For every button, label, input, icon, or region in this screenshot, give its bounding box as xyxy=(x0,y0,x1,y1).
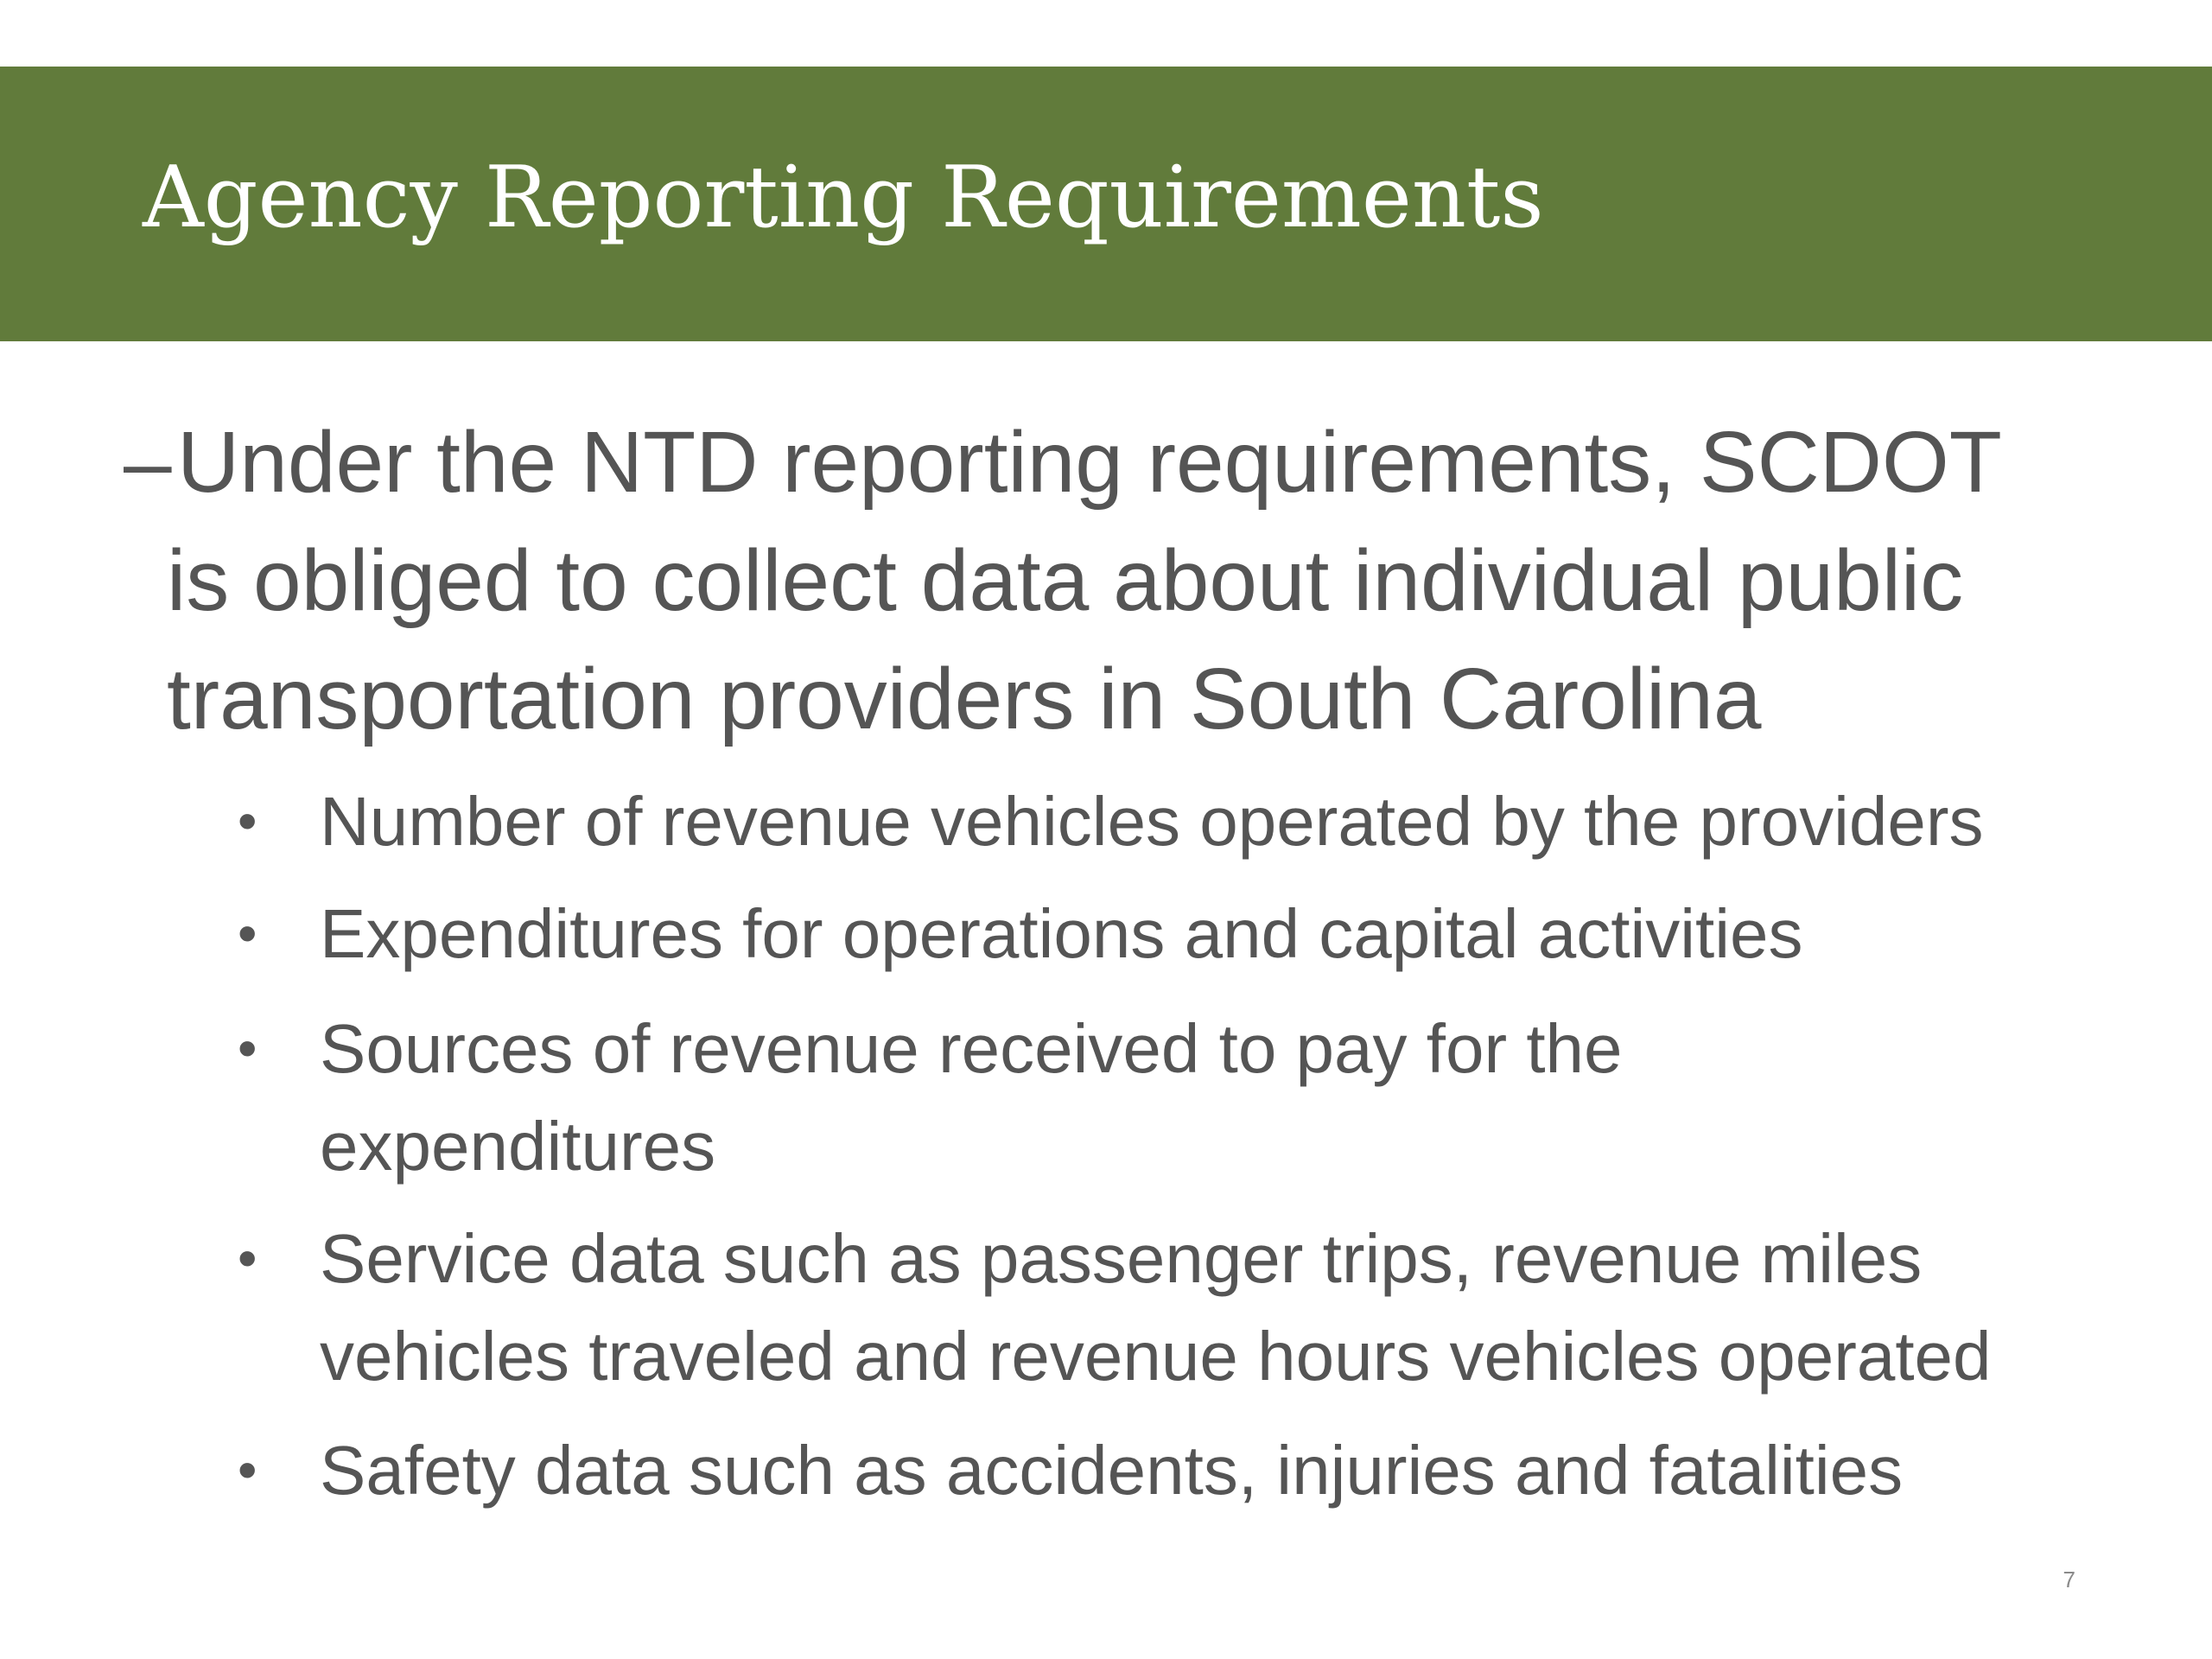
bullet-item xyxy=(238,772,1984,870)
bullet-item xyxy=(238,1000,1623,1195)
bullet-icon: • xyxy=(238,902,257,964)
bullet-icon: • xyxy=(238,1017,257,1079)
bullet-text xyxy=(320,1000,1623,1195)
bullet-line: Sources of revenue received to pay for the xyxy=(320,1010,1623,1087)
bullet-text xyxy=(320,1210,1992,1405)
bullet-line: Safety data such as accidents, injuries and fatalities xyxy=(320,1432,1904,1509)
bullet-item xyxy=(238,885,1803,982)
bullet-icon: • xyxy=(238,790,257,852)
bullet-line: vehicles traveled and revenue hours vehicles operated xyxy=(320,1318,1992,1395)
bullet-line: Expenditures for operations and capital activities xyxy=(320,895,1803,972)
bullet-text xyxy=(320,1421,1903,1519)
main-point-line: transportation providers in South Carolina xyxy=(167,651,1762,747)
page-number: 7 xyxy=(2063,1567,2075,1592)
main-point-text xyxy=(124,404,2111,759)
dash-marker: – xyxy=(124,414,172,511)
main-point xyxy=(124,404,2111,759)
bullet-text xyxy=(320,772,1984,870)
bullet-line: Number of revenue vehicles operated by the providers xyxy=(320,783,1984,860)
main-point-line: Under the NTD reporting requirements, SCDOT xyxy=(177,414,2002,511)
main-point-line: is obliged to collect data about individual public xyxy=(167,532,1964,629)
bullet-item xyxy=(238,1421,1903,1519)
bullet-item xyxy=(238,1210,1992,1405)
slide-title: Agency Reporting Requirements xyxy=(143,149,1544,247)
bullet-icon: • xyxy=(238,1227,257,1289)
bullet-line: Service data such as passenger trips, revenue miles xyxy=(320,1220,1923,1297)
bullet-line: expenditures xyxy=(320,1108,716,1185)
bullet-text xyxy=(320,885,1803,982)
bullet-icon: • xyxy=(238,1439,257,1501)
